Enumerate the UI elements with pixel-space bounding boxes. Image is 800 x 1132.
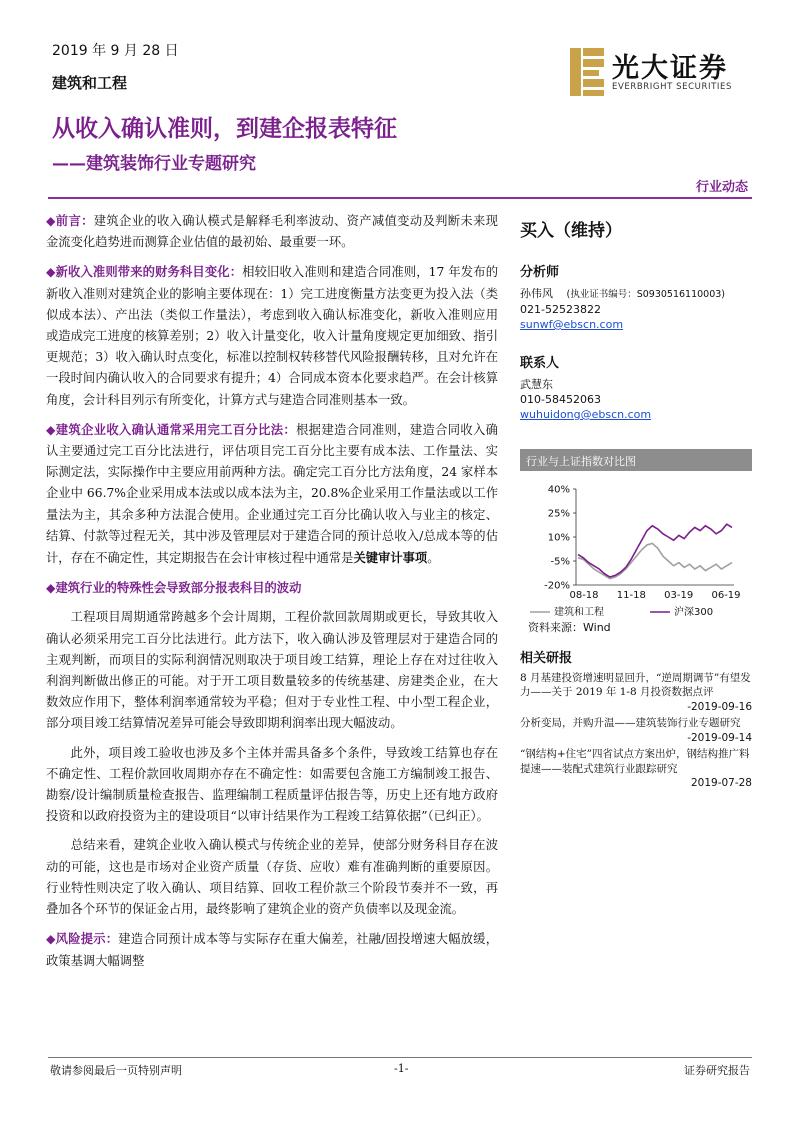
contact-heading: 联系人 [520, 356, 560, 371]
chart-source: 资料来源：Wind [528, 621, 611, 634]
intro-heading: ◆前言： [46, 213, 94, 228]
x-tick-label: 08-18 [569, 590, 599, 601]
risk-text: 建造合同预计成本等与实际存在重大偏差，社融/固投增速大幅放缓，政策基调大幅调整 [46, 932, 498, 968]
main-body [46, 210, 498, 980]
report-type: 行业动态 [695, 180, 748, 195]
related-item[interactable] [520, 671, 752, 715]
related-item[interactable] [520, 747, 752, 791]
report-title: 从收入确认准则，到建企报表特征 [52, 116, 397, 142]
analyst-phone: 021-52523822 [520, 303, 601, 316]
page-number: -1- [394, 1062, 409, 1075]
contact-email-link[interactable]: wuhuidong@ebscn.com [520, 408, 652, 421]
related-date: -2019-09-14 [687, 731, 752, 744]
footer-divider [48, 1057, 752, 1058]
contact-info [520, 377, 752, 422]
analyst-name: 孙伟风 [520, 287, 553, 300]
y-tick-label: -5% [550, 556, 570, 568]
related-heading: 相关研报 [520, 651, 573, 666]
key-audit-matter: 关键审计事项 [353, 550, 428, 566]
y-tick-label: 40% [547, 484, 570, 496]
new-standard-heading: ◆新收入准则带来的财务科目变化： [46, 264, 243, 280]
related-reports [520, 652, 752, 793]
new-standard-text: 相较旧收入准则和建造合同准则，17 年发布的新收入准则对建筑企业的影响主要体现在：1）完工进度衡量方法变更为投入法（类似成本法）、产出法（类似工作量法），考虑到收入确认标准变化，新收入准则应用或造成完工进度的核算差别；2）收入计量变化，收入计量角度规定更加细致、指引更规范；3）收入确认时点变化，标准以控制权转移替代风险报酬转移，且对允许在一段时间内确认收入的合同要求有提升；4）合同成本资本化要求趋严。在会计核算角度，会计科目列示有所变化，计算方式与建造合同准则基本一致。 [46, 265, 498, 407]
risk-heading: ◆风险提示： [46, 931, 119, 947]
chart-title: 行业与上证指数对比图 [520, 449, 752, 471]
logo-mark-icon [568, 46, 606, 98]
related-date: 2019-07-28 [690, 777, 752, 789]
y-tick-label: -20% [544, 580, 570, 592]
x-tick-label: 03-19 [664, 590, 694, 601]
report-date: 2019 年 9 月 28 日 [52, 43, 179, 59]
y-tick-label: 10% [547, 532, 570, 544]
rating: 买入（维持） [520, 221, 622, 241]
contact-phone: 010-58452063 [520, 393, 601, 406]
related-date: -2019-09-16 [687, 700, 752, 713]
paragraph-industry-heading [46, 577, 498, 599]
report-subtitle: ——建筑装饰行业专题研究 [52, 154, 256, 174]
contact-name: 武慧东 [520, 378, 553, 391]
paragraph-new-standard [46, 261, 498, 410]
paragraph-intro [46, 210, 498, 253]
company-logo [568, 46, 752, 100]
percentage-method-heading: ◆建筑企业收入确认通常采用完工百分比法： [46, 421, 297, 437]
header-divider [48, 197, 752, 199]
industry-heading: ◆建筑行业的特殊性会导致部分报表科目的波动 [46, 580, 302, 596]
logo-text-cn: 光大证券 [612, 53, 728, 84]
chart-panel [520, 449, 752, 639]
series-line-1 [578, 543, 732, 578]
related-title: 8 月基建投资增速明显回升，“逆周期调节”有望发力——关于 2019 年 1-8 月投资数据点评 [520, 671, 751, 698]
legend-label: 沪深300 [674, 607, 714, 618]
related-title: “钢结构+住宅”四省试点方案出炉，钢结构推广料提速——装配式建筑行业跟踪研究 [520, 748, 750, 775]
paragraph-summary: 总结来看，建筑企业收入确认模式与传统企业的差异，使部分财务科目存在波动的可能，这也是市场对企业资产质量（存货、应收）难有准确判断的重要原因。行业特性则决定了收入确认、项目结算、回收工程价款三个阶段节奏并不一致，再叠加各个环节的保证金占用，最终影响了建筑企业的资产负债率以及现金流。 [46, 838, 498, 917]
related-item[interactable] [520, 716, 752, 745]
x-tick-label: 11-18 [616, 590, 646, 601]
footer-disclaimer: 敬请参阅最后一页特别声明 [50, 1064, 182, 1077]
comparison-chart [520, 471, 752, 621]
sector-label: 建筑和工程 [52, 74, 128, 92]
sidebar [520, 210, 752, 422]
y-tick-label: 25% [547, 508, 570, 520]
x-tick-label: 06-19 [711, 590, 741, 601]
analyst-heading: 分析师 [520, 265, 560, 280]
analyst-cert: (执业证书编号：S0930516110003) [566, 289, 726, 300]
paragraph-risk [46, 928, 498, 971]
analyst-info [520, 286, 752, 332]
percentage-method-text: 根据建造合同准则，建造合同收入确认主要通过完工百分比法进行，评估项目完工百分比主要有成本法、工作量法、实际测定法，实际操作中主要应用前两种方法。确定完工百分比方法角度，24 家样本企业中 66.7%企业采用成本法或以成本法为主，20.8%企业采用工作量法或以工作量法为主，其余多种方法混合使用。企业通过完工百分比确认收入与业主的核定、结算、付款等过程无关，其中涉及管理层对于建造合同的预计总收入/总成本等的估计，存在不确定性，其定期报告在会计审核过程中通常是 [46, 422, 498, 566]
footer-report-label: 证券研究报告 [684, 1064, 750, 1077]
logo-text-en: EVERBRIGHT SECURITIES [612, 82, 732, 92]
analyst-email-link[interactable]: sunwf@ebscn.com [520, 318, 624, 331]
percentage-method-end: 。 [427, 551, 440, 566]
paragraph-percentage-method [46, 419, 498, 569]
related-title: 分析变局，并购升温——建筑装饰行业专题研究 [520, 717, 741, 729]
legend-label: 建筑和工程 [554, 607, 604, 618]
paragraph-acceptance: 此外，项目竣工验收也涉及多个主体并需具备多个条件，导致竣工结算也存在不确定性、工程价款回收周期亦存在不确定性：如需要包含施工方编制竣工报告、勘察/设计编制质量检查报告、监理编制工程质量评估报告等，历史上还有地方政府投资和以政府投资为主的建设项目“以审计结果作为工程竣工结算依据”（已纠正）。 [46, 745, 498, 824]
paragraph-project-cycle: 工程项目周期通常跨越多个会计周期，工程价款回款周期或更长，导致其收入确认必须采用完工百分比法进行。此方法下，收入确认涉及管理层对于建造合同的主观判断，而项目的实际利润情况则取决于项目竣工结算，理论上存在对过往收入利润判断做出修正的可能。对于开工项目数量较多的传统基建、房建类企业，在大数效应作用下，整体利润率通常较为平稳；但对于专业性工程、中小型工程企业，部分项目竣工结算情况差异可能会导致即期利润率出现大幅波动。 [46, 610, 498, 731]
intro-text: 建筑企业的收入确认模式是解释毛利率波动、资产减值变动及判断未来现金流变化趋势进而测算企业估值的最初始、最重要一环。 [46, 214, 498, 250]
